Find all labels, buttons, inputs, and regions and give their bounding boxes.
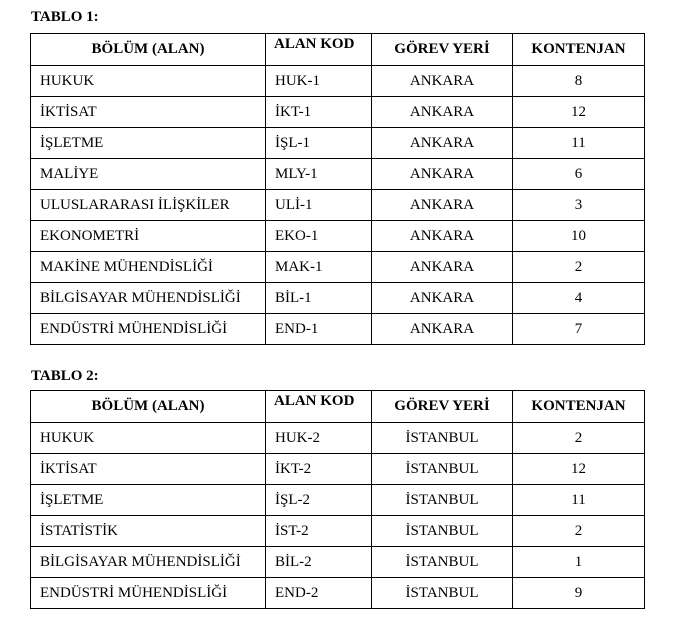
cell-duty-location: ANKARA [372, 97, 513, 128]
cell-duty-location: İSTANBUL [372, 516, 513, 547]
cell-department: EKONOMETRİ [31, 221, 266, 252]
table1-caption: TABLO 1: [31, 9, 99, 25]
cell-quota: 4 [513, 283, 645, 314]
cell-field-code: HUK-1 [266, 66, 372, 97]
cell-quota: 11 [513, 128, 645, 159]
cell-field-code: EKO-1 [266, 221, 372, 252]
cell-department: İSTATİSTİK [31, 516, 266, 547]
table-header-row [31, 34, 645, 66]
cell-quota: 2 [513, 252, 645, 283]
table-row [31, 283, 645, 314]
cell-duty-location: ANKARA [372, 221, 513, 252]
cell-field-code: MAK-1 [266, 252, 372, 283]
cell-duty-location: İSTANBUL [372, 578, 513, 609]
column-header-department: BÖLÜM (ALAN) [31, 34, 266, 66]
cell-department: BİLGİSAYAR MÜHENDİSLİĞİ [31, 283, 266, 314]
cell-duty-location: İSTANBUL [372, 547, 513, 578]
cell-department: MALİYE [31, 159, 266, 190]
cell-field-code: END-2 [266, 578, 372, 609]
cell-field-code: BİL-1 [266, 283, 372, 314]
table-row [31, 252, 645, 283]
cell-department: İŞLETME [31, 485, 266, 516]
cell-field-code: HUK-2 [266, 423, 372, 454]
cell-field-code: ULİ-1 [266, 190, 372, 221]
cell-quota: 6 [513, 159, 645, 190]
cell-quota: 10 [513, 221, 645, 252]
cell-quota: 7 [513, 314, 645, 345]
cell-duty-location: ANKARA [372, 128, 513, 159]
cell-field-code: İKT-1 [266, 97, 372, 128]
column-header-duty-location: GÖREV YERİ [372, 391, 513, 423]
cell-duty-location: ANKARA [372, 283, 513, 314]
table-row [31, 221, 645, 252]
table-row [31, 190, 645, 221]
cell-quota: 9 [513, 578, 645, 609]
cell-quota: 8 [513, 66, 645, 97]
table-row [31, 547, 645, 578]
cell-field-code: İŞL-1 [266, 128, 372, 159]
cell-department: İŞLETME [31, 128, 266, 159]
cell-duty-location: ANKARA [372, 66, 513, 97]
cell-department: BİLGİSAYAR MÜHENDİSLİĞİ [31, 547, 266, 578]
table-row [31, 423, 645, 454]
table-row [31, 159, 645, 190]
column-header-quota: KONTENJAN [513, 391, 645, 423]
cell-department: ENDÜSTRİ MÜHENDİSLİĞİ [31, 314, 266, 345]
table-row [31, 485, 645, 516]
quota-table-istanbul [30, 390, 645, 609]
cell-field-code: END-1 [266, 314, 372, 345]
cell-quota: 12 [513, 454, 645, 485]
cell-field-code: MLY-1 [266, 159, 372, 190]
table-header-row [31, 391, 645, 423]
table-row [31, 578, 645, 609]
table-row [31, 128, 645, 159]
cell-quota: 1 [513, 547, 645, 578]
column-header-duty-location: GÖREV YERİ [372, 34, 513, 66]
cell-field-code: İST-2 [266, 516, 372, 547]
cell-duty-location: İSTANBUL [372, 454, 513, 485]
cell-quota: 12 [513, 97, 645, 128]
table-row [31, 516, 645, 547]
cell-duty-location: ANKARA [372, 314, 513, 345]
table2-caption: TABLO 2: [31, 368, 99, 384]
column-header-quota: KONTENJAN [513, 34, 645, 66]
cell-field-code: İKT-2 [266, 454, 372, 485]
cell-department: ULUSLARARASI İLİŞKİLER [31, 190, 266, 221]
cell-department: İKTİSAT [31, 454, 266, 485]
cell-duty-location: ANKARA [372, 190, 513, 221]
cell-duty-location: ANKARA [372, 159, 513, 190]
table-row [31, 314, 645, 345]
cell-quota: 3 [513, 190, 645, 221]
quota-table-ankara [30, 33, 645, 345]
cell-duty-location: ANKARA [372, 252, 513, 283]
cell-field-code: BİL-2 [266, 547, 372, 578]
column-header-department: BÖLÜM (ALAN) [31, 391, 266, 423]
cell-department: İKTİSAT [31, 97, 266, 128]
cell-department: HUKUK [31, 423, 266, 454]
cell-duty-location: İSTANBUL [372, 423, 513, 454]
column-header-field-code: ALAN KOD [266, 391, 372, 423]
cell-department: ENDÜSTRİ MÜHENDİSLİĞİ [31, 578, 266, 609]
cell-duty-location: İSTANBUL [372, 485, 513, 516]
column-header-field-code: ALAN KOD [266, 34, 372, 66]
cell-department: HUKUK [31, 66, 266, 97]
cell-quota: 2 [513, 516, 645, 547]
cell-quota: 2 [513, 423, 645, 454]
cell-department: MAKİNE MÜHENDİSLİĞİ [31, 252, 266, 283]
table-row [31, 66, 645, 97]
cell-field-code: İŞL-2 [266, 485, 372, 516]
table-row [31, 454, 645, 485]
table-row [31, 97, 645, 128]
cell-quota: 11 [513, 485, 645, 516]
